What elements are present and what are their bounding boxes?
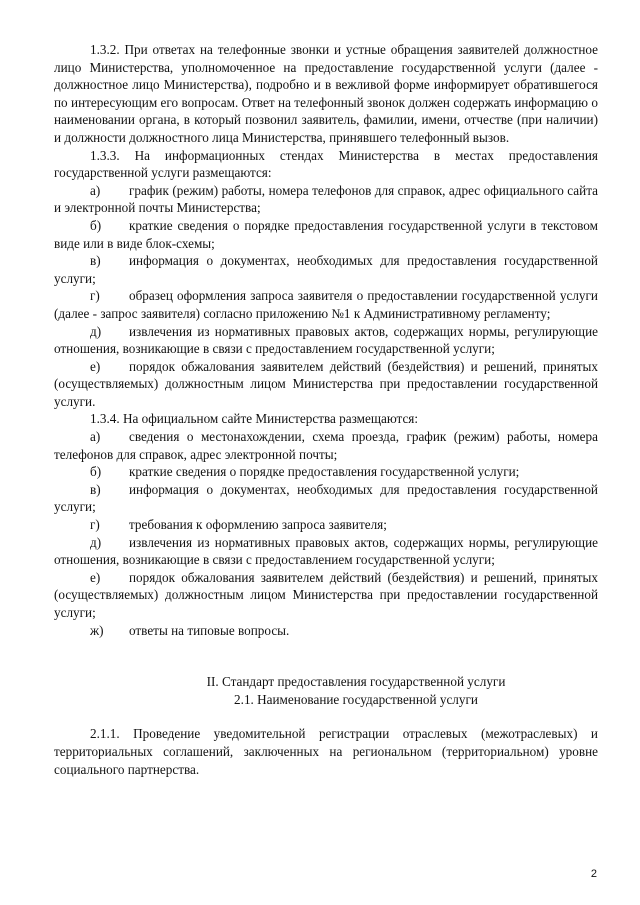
list-item [54,428,598,463]
list-item-letter: ж) [90,622,104,638]
list-item-letter: в) [90,481,101,497]
page-number: 2 [590,868,597,880]
list-item [54,622,598,640]
list-item-text: краткие сведения о порядке предоставления государственной услуги в текстовом виде или в виде блок-схемы; [54,217,598,251]
list-item [54,287,598,322]
list-item-text: краткие сведения о порядке предоставления государственной услуги; [129,464,520,480]
subsection-spacer [54,708,598,725]
list-1-3-3 [54,182,598,411]
list-1-3-4 [54,428,598,639]
list-item-letter: е) [90,569,101,585]
list-item [54,182,598,217]
list-item-letter: г) [90,517,100,533]
section-spacer [54,639,598,673]
list-item [54,569,598,622]
list-item-text: ответы на типовые вопросы. [129,622,290,638]
list-item-text: порядок обжалования заявителем действий (бездействия) и решений, принятых (осуществляемых) должностным лицом Министерства при предоставлении государственной услуги; [54,569,598,620]
list-item-text: сведения о местонахождении, схема проезда, график (режим) работы, номера телефонов для справок, адрес электронной почты; [54,429,598,462]
document-body [54,41,598,778]
paragraph-1-3-4: 1.3.4. На официальном сайте Министерства размещаются: [90,411,419,427]
list-item [54,217,598,252]
list-item [54,252,598,287]
list-item-letter: е) [90,358,101,374]
list-item-text: информация о документах, необходимых для предоставления государственной услуги; [54,253,598,286]
list-item-letter: д) [90,534,102,550]
list-item-letter: б) [90,217,102,233]
list-item [54,481,598,516]
list-item-text: информация о документах, необходимых для предоставления государственной услуги; [54,481,598,515]
list-item-text: извлечения из нормативных правовых актов, содержащих нормы, регулирующие отношения, возникающие в связи с предоставлением государственной услуги; [54,323,598,357]
list-item-letter: а) [90,182,101,198]
paragraph-1-3-2: 1.3.2. При ответах на телефонные звонки и устные обращения заявителей должностное лицо Министерства, уполномоченное на предоставление государственной услуги (далее - должностное лицо Министерства), подробно и в вежливой форме информирует обратившегося по интересующим его вопросам. Ответ на телефонный звонок должен содержать информацию о наименовании органа, в который позвонил заявитель, фамилии, имени, отчестве (при наличии) и должности должностного лица Министерства, принявшего телефонный вызов. [54,42,598,145]
paragraph-1-3-3: 1.3.3. На информационных стендах Министерства в местах предоставления государственной услуги размещаются: [54,147,598,181]
list-item-text: извлечения из нормативных правовых актов, содержащих нормы, регулирующие отношения, возникающие в связи с предоставлением государственной услуги; [54,534,598,568]
list-item-text: график (режим) работы, номера телефонов для справок, адрес официального сайта и электронной почты Министерства; [54,182,598,216]
list-item [54,323,598,358]
list-item-letter: д) [90,323,102,339]
list-item [54,463,598,481]
list-item-text: порядок обжалования заявителем действий (бездействия) и решений, принятых (осуществляемых) должностным лицом Министерства при предоставлении государственной услуги. [54,358,598,409]
list-item [54,516,598,534]
paragraph-2-1-1: 2.1.1. Проведение уведомительной регистрации отраслевых (межотраслевых) и территориальных соглашений, заключенных на региональном (территориальном) уровне социального партнерства. [54,726,598,777]
list-item [54,534,598,569]
list-item-text: образец оформления запроса заявителя о предоставлении государственной услуги (далее - запрос заявителя) согласно приложению №1 к Административному регламенту; [54,288,598,321]
subsection-title: 2.1. Наименование государственной услуги [234,691,478,707]
list-item-letter: б) [90,464,102,480]
list-item-letter: г) [90,288,100,304]
list-item [54,358,598,411]
list-item-letter: а) [90,429,101,445]
list-item-text: требования к оформлению запроса заявителя; [129,517,387,533]
section-title: II. Стандарт предоставления государственной услуги [206,674,506,690]
list-item-letter: в) [90,253,101,269]
